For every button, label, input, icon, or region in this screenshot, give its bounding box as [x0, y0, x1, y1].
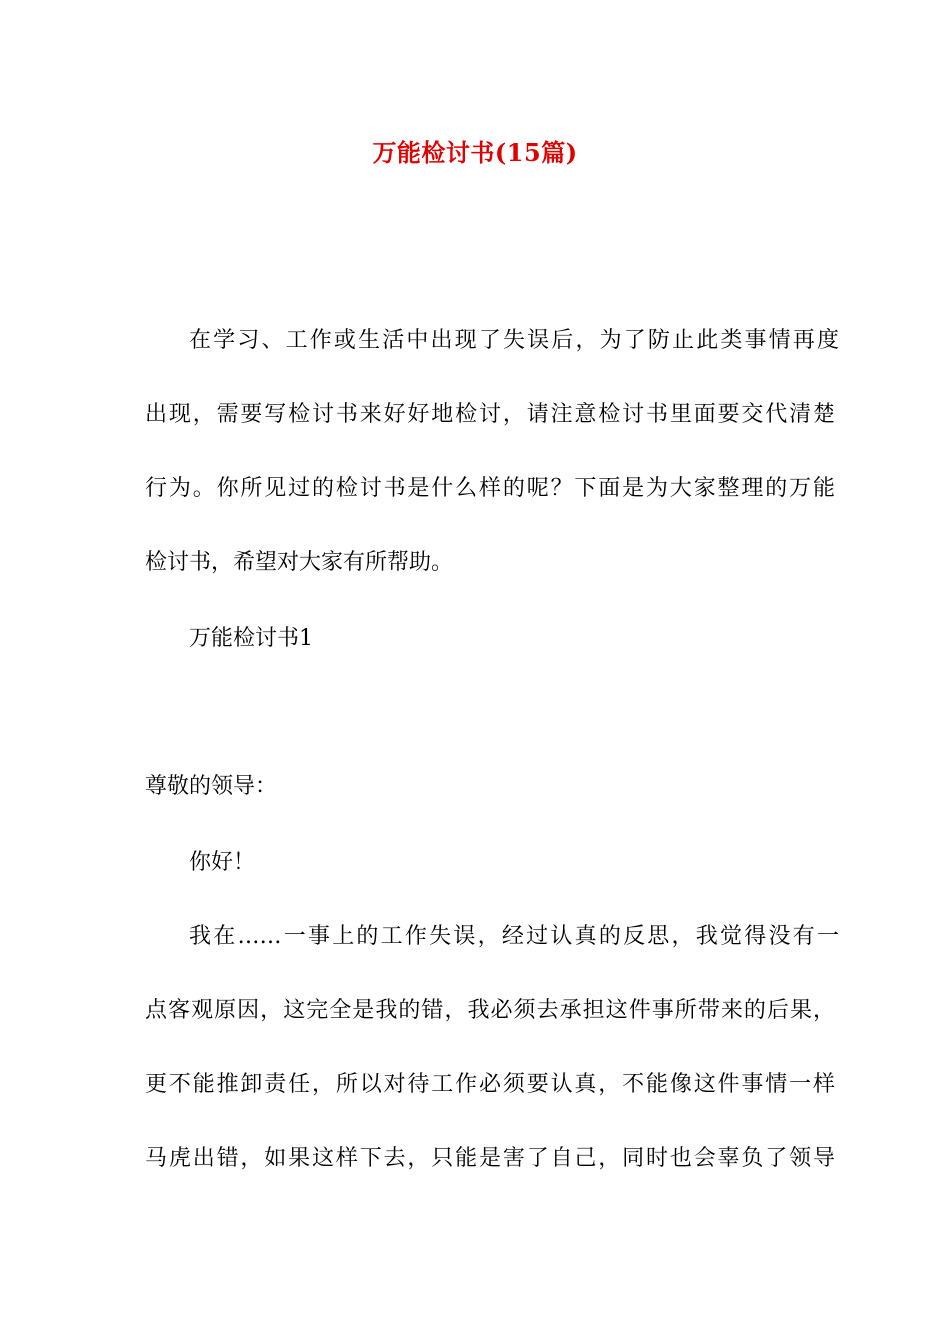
- body-line-3: 更不能推卸责任，所以对待工作必须要认真，不能像这件事情一样: [145, 1072, 835, 1097]
- body-line-2: 点客观原因，这完全是我的错，我必须去承担这件事所带来的后果，: [145, 998, 835, 1023]
- intro-line-4: 检讨书，希望对大家有所帮助。: [145, 550, 454, 575]
- intro-line-1: 在学习、工作或生活中出现了失误后，为了防止此类事情再度: [189, 328, 839, 353]
- section-heading: 万能检讨书1: [189, 626, 313, 651]
- greeting: 你好！: [189, 850, 256, 875]
- intro-line-2: 出现，需要写检讨书来好好地检讨，请注意检讨书里面要交代清楚: [145, 402, 835, 427]
- body-line-1: 我在……一事上的工作失误，经过认真的反思，我觉得没有一: [189, 924, 839, 949]
- document-title: 万能检讨书(15篇): [372, 138, 578, 167]
- intro-line-3: 行为。你所见过的检讨书是什么样的呢？下面是为大家整理的万能: [145, 476, 835, 501]
- body-line-4: 马虎出错，如果这样下去，只能是害了自己，同时也会辜负了领导: [145, 1146, 835, 1171]
- salutation: 尊敬的领导：: [145, 774, 278, 799]
